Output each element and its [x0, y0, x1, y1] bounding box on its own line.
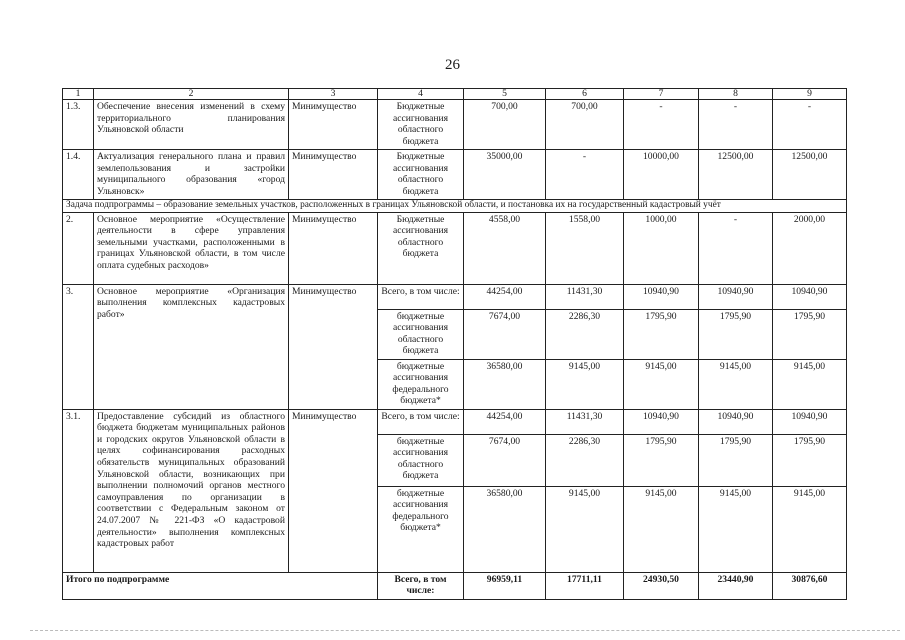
row-number: 1.4.	[63, 150, 94, 200]
value-cell: -	[773, 100, 847, 150]
value-cell: 10940,90	[773, 284, 847, 309]
value-cell: 700,00	[464, 100, 546, 150]
total-value: 23440,90	[699, 572, 773, 599]
value-cell: 10940,90	[699, 409, 773, 434]
page-number: 26	[445, 57, 460, 73]
value-cell: -	[624, 100, 699, 150]
row-source: бюджетные ассигнования областного бюджета	[378, 309, 464, 359]
value-cell: 11431,30	[546, 409, 624, 434]
value-cell: 10940,90	[773, 409, 847, 434]
row-executor: Минимущество	[289, 284, 378, 409]
row-source: Бюджетные ассигнования областного бюджета	[378, 100, 464, 150]
value-cell: 7674,00	[464, 434, 546, 486]
task-text: Задача подпрограммы – образование земельных участков, расположенных в границах Ульяновской области, и постановка их на государственный кадастровый учёт	[63, 200, 847, 213]
row-number: 3.	[63, 284, 94, 409]
row-source: Всего, в том числе:	[378, 409, 464, 434]
total-value: 30876,60	[773, 572, 847, 599]
header-cell: 7	[624, 89, 699, 100]
row-name: Обеспечение внесения изменений в схему территориального планирования Ульяновской области	[94, 100, 289, 150]
row-executor: Минимущество	[289, 212, 378, 284]
row-number: 2.	[63, 212, 94, 284]
value-cell: 1795,90	[624, 434, 699, 486]
value-cell: 10940,90	[624, 284, 699, 309]
value-cell: 35000,00	[464, 150, 546, 200]
value-cell: 10000,00	[624, 150, 699, 200]
table-row	[63, 100, 847, 150]
header-cell: 9	[773, 89, 847, 100]
value-cell: 1795,90	[699, 309, 773, 359]
table-row	[63, 284, 847, 309]
value-cell: 1795,90	[624, 309, 699, 359]
row-source: бюджетные ассигнования областного бюджета	[378, 434, 464, 486]
row-source: Бюджетные ассигнования областного бюджета	[378, 212, 464, 284]
value-cell: 4558,00	[464, 212, 546, 284]
value-cell: 11431,30	[546, 284, 624, 309]
header-cell: 6	[546, 89, 624, 100]
scan-edge-artifact	[30, 630, 900, 633]
table-row	[63, 212, 847, 284]
row-name: Актуализация генерального плана и правил землепользования и застройки муниципального образования «город Ульяновск»	[94, 150, 289, 200]
header-cell: 3	[289, 89, 378, 100]
header-cell: 1	[63, 89, 94, 100]
value-cell: 2286,30	[546, 434, 624, 486]
row-name: Основное мероприятие «Осуществление деятельности в сфере управления земельными участками, расположенными в границах Ульяновской области, в том числе оплата судебных расходов»	[94, 212, 289, 284]
value-cell: 9145,00	[699, 486, 773, 572]
header-cell: 2	[94, 89, 289, 100]
total-source: Всего, в том числе:	[378, 572, 464, 599]
value-cell: 9145,00	[546, 486, 624, 572]
value-cell: 9145,00	[773, 486, 847, 572]
header-cell: 4	[378, 89, 464, 100]
value-cell: -	[546, 150, 624, 200]
value-cell: 12500,00	[773, 150, 847, 200]
row-name: Основное мероприятие «Организация выполнения комплексных кадастровых работ»	[94, 284, 289, 409]
task-row	[63, 200, 847, 213]
value-cell: 9145,00	[699, 359, 773, 409]
value-cell: 1000,00	[624, 212, 699, 284]
value-cell: 10940,90	[699, 284, 773, 309]
value-cell: 44254,00	[464, 284, 546, 309]
value-cell: 10940,90	[624, 409, 699, 434]
header-cell: 5	[464, 89, 546, 100]
value-cell: 2000,00	[773, 212, 847, 284]
value-cell: 36580,00	[464, 359, 546, 409]
value-cell: 1795,90	[773, 309, 847, 359]
value-cell: 36580,00	[464, 486, 546, 572]
total-row	[63, 572, 847, 599]
value-cell: 12500,00	[699, 150, 773, 200]
row-source: бюджетные ассигнования федерального бюджета*	[378, 486, 464, 572]
value-cell: 9145,00	[546, 359, 624, 409]
row-number: 1.3.	[63, 100, 94, 150]
row-source: бюджетные ассигнования федерального бюджета*	[378, 359, 464, 409]
row-executor: Минимущество	[289, 100, 378, 150]
value-cell: 9145,00	[773, 359, 847, 409]
row-name: Предоставление субсидий из областного бюджета бюджетам муниципальных районов и городских округов Ульяновской области в целях софинансирования расходных обязательств муниципальных образований Ульяновской области, возникающих при выполнении полномочий органов местного самоуправления по организации в соответствии с Федеральным законом от 24.07.2007 № 221-ФЗ «О кадастровой деятельности» выполнения комплексных кадастровых работ	[94, 409, 289, 572]
table-row	[63, 409, 847, 434]
value-cell: -	[699, 100, 773, 150]
value-cell: 2286,30	[546, 309, 624, 359]
total-value: 96959,11	[464, 572, 546, 599]
value-cell: 9145,00	[624, 486, 699, 572]
total-label: Итого по подпрограмме	[63, 572, 378, 599]
value-cell: 9145,00	[624, 359, 699, 409]
row-executor: Минимущество	[289, 409, 378, 572]
table-row	[63, 150, 847, 200]
value-cell: 1558,00	[546, 212, 624, 284]
value-cell: 700,00	[546, 100, 624, 150]
header-row	[63, 89, 847, 100]
row-source: Всего, в том числе:	[378, 284, 464, 309]
row-number: 3.1.	[63, 409, 94, 572]
value-cell: 44254,00	[464, 409, 546, 434]
header-cell: 8	[699, 89, 773, 100]
value-cell: 7674,00	[464, 309, 546, 359]
total-value: 24930,50	[624, 572, 699, 599]
value-cell: -	[699, 212, 773, 284]
total-value: 17711,11	[546, 572, 624, 599]
value-cell: 1795,90	[773, 434, 847, 486]
value-cell: 1795,90	[699, 434, 773, 486]
row-source: Бюджетные ассигнования областного бюджета	[378, 150, 464, 200]
budget-table	[62, 88, 847, 600]
row-executor: Минимущество	[289, 150, 378, 200]
